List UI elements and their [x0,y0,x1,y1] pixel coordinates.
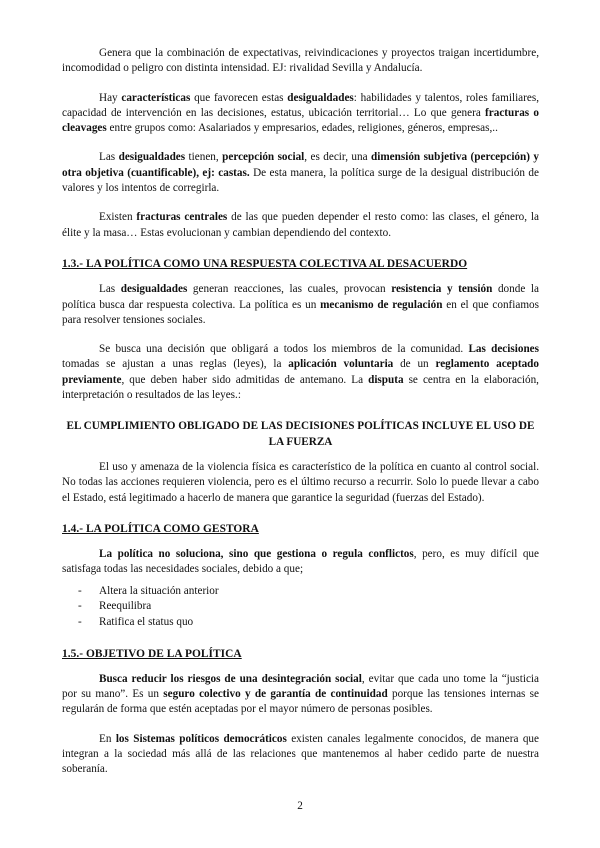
text-run: que favorecen estas [190,91,288,104]
bold-term: La política no soluciona, sino que gestiona o regula conflictos [99,548,414,561]
paragraph-violencia: El uso y amenaza de la violencia física es característico de la política en cuanto al control social. No todas las acciones requieren violencia, pero es el último recurso a recurrir. Solo lo puede llevar a cabo el Estado, está legitimado a hacerlo de manera que garantice la seguridad (fuerzas del Estado). [62,460,539,504]
bold-term: mecanismo de regulación [320,298,443,311]
bold-term: seguro colectivo y de garantía de continuidad [163,688,388,701]
list-item [62,615,539,631]
text-run: , evitar que cada uno tome la “justicia por su mano”. Es un [62,672,539,701]
text-run: de un [393,358,436,371]
text-run: En [99,732,116,745]
bold-term: reglamento aceptado previamente [62,358,539,386]
paragraph-objetivo [62,672,539,718]
paragraph-fracturas [62,210,539,241]
subheading-uso-de-la-fuerza: EL CUMPLIMIENTO OBLIGADO DE LAS DECISIONES POLÍTICAS INCLUYE EL USO DE LA FUERZA [66,420,535,448]
dash-bullet: - [78,615,82,628]
text-run: Las [99,283,121,296]
list-item-text: Ratifica el status quo [99,615,194,628]
paragraph-gestora [62,547,539,578]
dash-bullet: - [78,600,82,613]
text-run: , que deben haber sido admitidas de antemano. La [121,373,369,386]
section-heading-1-3: 1.3.- LA POLÍTICA COMO UNA RESPUESTA COLECTIVA AL DESACUERDO [62,257,468,270]
paragraph-respuesta-colectiva [62,282,539,328]
text-run: De esta manera, la política surge de la desigual distribución de valores y los intentos de corregirla. [62,166,539,195]
text-run: , es decir, una [304,151,372,164]
text-run: entre grupos como: Asalariados y empresarios, edades, religiones, géneros, empresas,.. [106,122,498,135]
paragraph-expectativas: Genera que la combinación de expectativas, reivindicaciones y proyectos traigan incertidumbre, incomodidad o peligro con distinta intensidad. EJ: rivalidad Sevilla y Andalucía. [62,47,539,75]
bold-term: desigualdades [118,151,186,164]
list-item [62,584,539,600]
list-item [62,599,539,615]
text-run: porque las tensiones internas se regularán de forma que estén aceptadas por el mayor número de personas posibles. [62,688,539,716]
text-run: donde la política busca dar respuesta colectiva. La política es un [62,283,539,311]
document-page [62,46,539,778]
bold-term: resistencia y tensión [391,283,493,296]
paragraph-decision [62,342,539,403]
page-number: 2 [297,800,303,812]
bold-term: aplicación voluntaria [288,358,394,371]
text-run: generan reacciones, las cuales, provocan [187,283,392,296]
paragraph-percepcion [62,150,539,196]
text-run: se centra en la elaboración, interpretación o resultados de las leyes.: [62,373,539,402]
list-item-text: Reequilibra [99,600,152,613]
dash-bullet: - [78,584,82,597]
text-run: Las [99,151,119,164]
bold-term: fracturas centrales [136,211,228,224]
bold-term: Busca reducir los riesgos de una desintegración social [99,672,362,685]
text-run: tienen, [185,151,223,164]
text-run: Existen [99,211,137,224]
text-run: existen canales legalmente conocidos, de manera que integran a la sociedad más allá de las relaciones que mantenemos al haber cedido parte de nuestra soberanía. [62,732,539,776]
bold-term: desigualdades [120,283,188,296]
paragraph-caracteristicas [62,91,539,137]
bold-term: disputa [368,373,404,386]
bold-term: percepción social [222,151,305,164]
bold-term: fracturas o cleavages [62,106,539,135]
list-item-text: Altera la situación anterior [99,584,219,597]
bold-term: Las decisiones [468,343,539,356]
text-run: Se busca una decisión que obligará a todos los miembros de la comunidad. [99,343,469,356]
bold-term: dimensión subjetiva (percepción) y otra objetiva (cuantificable), ej: castas. [62,151,540,179]
bold-term: desigualdades [287,91,354,104]
section-heading-1-4: 1.4.- LA POLÍTICA COMO GESTORA [62,522,259,535]
text-run: tomadas se ajustan a unas reglas (leyes), la [62,358,289,371]
section-heading-1-5: 1.5.- OBJETIVO DE LA POLÍTICA [62,647,242,660]
bold-term: los Sistemas políticos democráticos [115,732,287,745]
text-run: en el que confiamos para resolver tensiones sociales. [62,298,540,326]
text-run: : habilidades y talentos, roles familiares, capacidad de intervención en las decisiones, estatus, ubicación territorial… Lo que genera [62,91,539,119]
text-run: Hay [99,91,122,104]
bold-term: características [121,91,191,104]
paragraph-sistemas-democraticos [62,732,539,778]
text-run: de las que pueden depender el resto como: las clases, el género, la élite y la masa… Estas evolucionan y cambian dependiendo del contexto. [62,211,539,239]
text-run: , pero, es muy difícil que satisfaga todas las necesidades sociales, debido a que; [62,548,539,576]
dash-list [62,584,539,631]
